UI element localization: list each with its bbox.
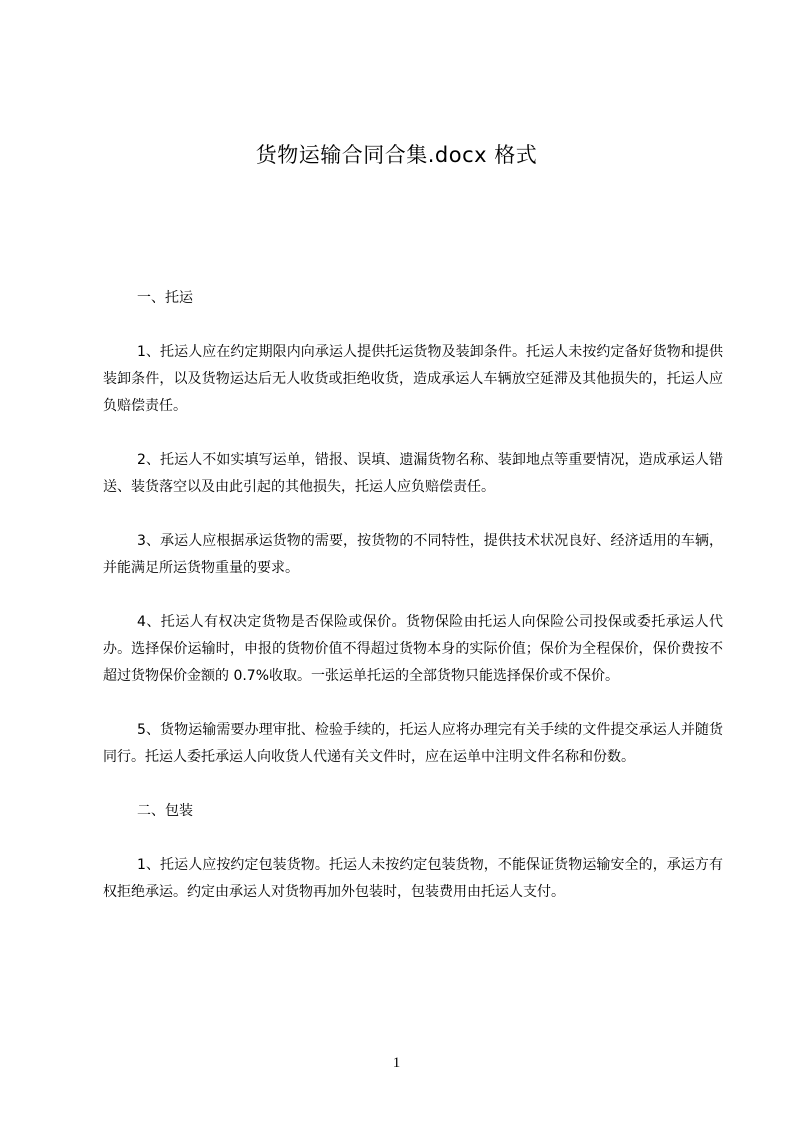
section-heading-consignment: 一、托运 <box>137 290 193 306</box>
page-number: 1 <box>392 1055 401 1071</box>
document-body <box>103 285 723 933</box>
paragraph: 3、承运人应根据承运货物的需要，按货物的不同特性，提供技术状况良好、经济适用的车辆，并能满足所运货物重量的要求。 <box>103 533 723 576</box>
paragraph: 2、托运人不如实填写运单，错报、误填、遗漏货物名称、装卸地点等重要情况，造成承运人错送、装货落空以及由此引起的其他损失，托运人应负赔偿责任。 <box>103 452 723 495</box>
paragraph: 5、货物运输需要办理审批、检验手续的，托运人应将办理完有关手续的文件提交承运人并随货同行。托运人委托承运人向收货人代递有关文件时，应在运单中注明文件名称和份数。 <box>103 722 723 765</box>
paragraph: 1、托运人应按约定包装货物。托运人未按约定包装货物，不能保证货物运输安全的，承运方有权拒绝承运。约定由承运人对货物再加外包装时，包装费用由托运人支付。 <box>103 857 723 900</box>
paragraph: 1、托运人应在约定期限内向承运人提供托运货物及装卸条件。托运人未按约定备好货物和提供装卸条件，以及货物运达后无人收货或拒绝收货，造成承运人车辆放空延滞及其他损失的，托运人应负赔偿责任。 <box>103 344 723 414</box>
section-heading-packaging: 二、包装 <box>137 803 193 819</box>
document-title: 货物运输合同合集.docx 格式 <box>255 143 538 167</box>
paragraph: 4、托运人有权决定货物是否保险或保价。货物保险由托运人向保险公司投保或委托承运人代办。选择保价运输时，申报的货物价值不得超过货物本身的实际价值；保价为全程保价，保价费按不超过货物保价金额的 0.7%收取。一张运单托运的全部货物只能选择保价或不保价。 <box>103 614 723 684</box>
